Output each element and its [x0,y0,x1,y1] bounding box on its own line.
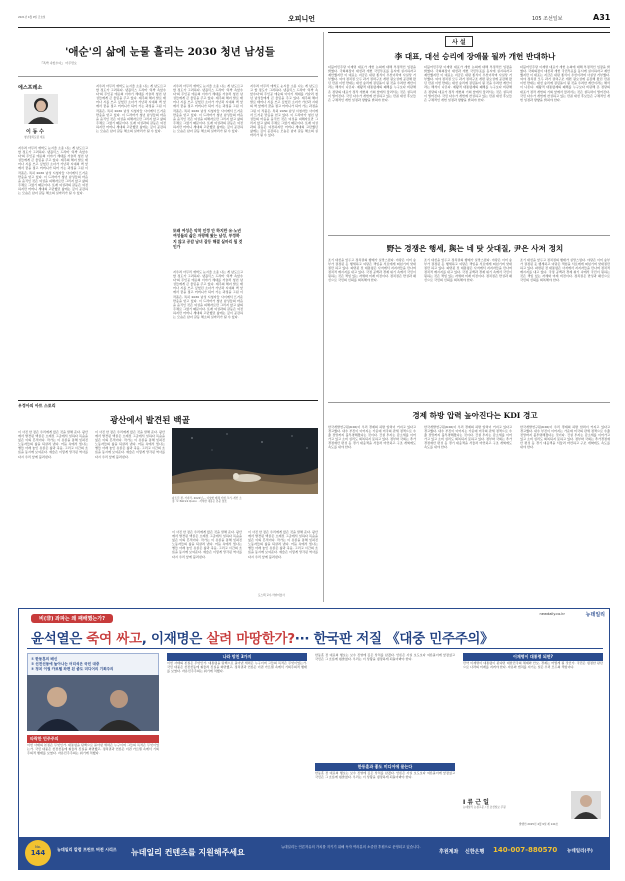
ad-right-title: 이재명이 대통령 되면? [463,653,603,661]
ad-toc [27,653,159,676]
editorial-3-rule [328,402,610,403]
art-headline: 광산에서 발견된 백골 [110,416,190,426]
art-caption: 파트릭 퀸, 가자라, 2022년~, 다양한 매체 가변 크기, 개인 소장. © Patrick Quinn · 자세한 내용은 본문 참조 [172,497,242,504]
ad-body-right: 만약 이재명이 대통령이 된다면 대한민국의 체제와 안보, 경제는 어떻게 될 것인가. 국민은 냉정한 판단으로 나라의 미래를 지켜야 한다. 자유와 법치를 지키는 일은 우리 모두의 책임이다. [463,661,603,670]
editorial-3-col1: 한국개발연구원(KDI)이 우리 경제의 하방 압력이 커지고 있다고 경고했다. 내수 부진이 이어지는 가운데 미국의 관세 정책으로 수출 전망까지 불투명해졌다는 것이다. 건설 투자는 감소세를 이어가고 있고 소비 심리도 회복되지 못하고 있다. 정부와 국회는 추가경정예산 편성 등 경기 대응책을 서둘러 마련하고 구조 개혁에도 속도를 내야 한다. [328,425,416,450]
art-credit: 포스텍 교수·서양미술사 [258,594,285,597]
header-paper: 105 조선일보 [532,16,563,22]
left-rule [18,76,318,77]
ad-author-photo [571,791,601,819]
editorial-2-col3: 조기 대선을 앞두고 정치권의 행태가 실망스럽다. 야당은 이미 승부가 결정된 듯 행세하고 여당은 책임을 서로에게 떠넘기며 삿대질만 하고 있다. 파면된 전 대통령은 사저에서 지지자들을 만나며 정치적 메시지를 내고 있다. 국정 공백과 경제 위기 속에서 국민이 원하는 것은 책임 있는 자세와 미래 비전이다. 정치권은 반성과 쇄신으로 국민의 신뢰를 회복해야 한다. [520,258,610,283]
ad-site: newdaily.co.kr [539,612,565,616]
ad-body-left: 이번 사태의 본질은 무엇인가. 대통령을 탄핵으로 몰아낸 세력은 누구이며 그들의 목적은 무엇이었는가. 국민 대중은 선전선동에 휘둘려 진실을 외면했고, 정치권과 언론은 이권 카르텔 속에서 기회주의적 행태를 보였다. 자유민주주의는 위기에 처했다. [27,743,159,756]
ad-footer-donate: 후원계좌 [439,849,459,855]
ad-toc-item: ② 선전선동에 놀아나는 어리석은 국민 대중 [31,662,100,666]
ad-middle-title: 나라 망친 3가지 [167,653,307,661]
ad-headline-part3: , 이재명은 [141,631,207,647]
art-body-col4: 이 사진 한 장은 우리에게 많은 것을 말해 준다. 광산에서 발견된 백골은 오래전 그곳에서 일하다 목숨을 잃은 이의 흔적이다. 작가는 이 유골을 통해 잊혀진 노동자들의 삶을 되살려 낸다. 어둠 속에서 빛나는 별들 아래 놓인 유골은 삶과 죽음, 그리고 시간의 흐름을 동시에 보여준다. 예술은 이렇게 망각된 역사를 다시 우리 앞에 불러낸다. [248,530,318,559]
ad-headline-part1: 윤석열은 [31,631,87,647]
ad-footer-note: 뉴데일리는 언론자유의 가치를 지키기 위해 독자 여러분의 소중한 후원으로 운영되고 있습니다. [281,845,421,849]
ad-headline-part5: ··· 한국판 저질 《대중 민주주의》 [294,631,494,647]
ad-toc-item: ③ 정치 이권 카르텔 좌편 된 좋도 미디어의 기회주의 [31,667,114,671]
editorial-1-col3: 더불어민주당 이재명 대표가 개헌 논의에 대해 부정적인 입장을 밝혔다. 국회의장이 대선과 개헌 국민투표를 동시에 실시하자고 제안했지만 이 대표는 지금은 내란 종식이 우선이라며 사실상 거부했다. 여야 정치권 모두 과거 권력구조 개편 필요성에 공감해 왔던 만큼 이번 반대는 대선 승리에 걸림돌이 될 것을 우려한 계산이라는 해석이 나온다. 제왕적 대통령제의 폐해를 누구보다 비판해 온 정당의 대표가 정작 개헌의 기회 앞에서 물러서는 것은 설득력이 떨어진다. 국민 다수가 개헌에 찬성하고 있는 만큼 대선 후보들은 구체적인 개헌 일정과 방향을 밝혀야 한다. [520,65,610,102]
author-name: 이 동 수 [26,129,44,135]
art-image [172,428,318,494]
header-section: 오피니언 [288,15,316,23]
ad-tagline: 비(非) 좌파는 왜 패배했는가? [31,614,113,623]
editorial-label: 사 설 [445,36,473,47]
editorial-1-col1: 더불어민주당 이재명 대표가 개헌 논의에 대해 부정적인 입장을 밝혔다. 국회의장이 대선과 개헌 국민투표를 동시에 실시하자고 제안했지만 이 대표는 지금은 내란 종식이 우선이라며 사실상 거부했다. 여야 정치권 모두 과거 권력구조 개편 필요성에 공감해 왔던 만큼 이번 반대는 대선 승리에 걸림돌이 될 것을 우려한 계산이라는 해석이 나온다. 제왕적 대통령제의 폐해를 누구보다 비판해 온 정당의 대표가 정작 개헌의 기회 앞에서 물러서는 것은 설득력이 떨어진다. 국민 다수가 개헌에 찬성하고 있는 만큼 대선 후보들은 구체적인 개헌 일정과 방향을 밝혀야 한다. [328,65,416,102]
pullquote: 또래 여성은 악착 인정 안 하지만 유·노년 여성들의 삶은 자랑해 왔는 남성, 부정하지 않고 공감 남녀 갈등 해결 실마리 될 것인가 [173,228,243,249]
ad-issue-date: 발행인:2025년 4월 9일 제 144호 [519,823,559,826]
header-rule [18,27,610,28]
ad-brand: 뉴데일리 [585,612,605,618]
page-header [18,12,610,26]
ad-issue-no: 144 [30,849,46,857]
editorial-2-headline: 野는 경쟁은 행세, 與는 네 탓 삿대질, 尹은 사저 정치 [386,244,564,253]
ad-left-section: 타락한 민주주의 [27,735,159,743]
ad-headline-part4: 살려 마땅한가? [206,631,295,647]
ad-footer-bank: 신한은행 [465,849,485,855]
editorial-3-headline: 경제 하방 압력 높아진다는 KDI 경고 [412,411,538,420]
editorial-1-headline: 李 대표, 대선 승리에 장애물 될까 개헌 반대하나 [394,52,556,61]
author-photo [24,94,58,124]
art-body-col1: 이 사진 한 장은 우리에게 많은 것을 말해 준다. 광산에서 발견된 백골은 오래전 그곳에서 일하다 목숨을 잃은 이의 흔적이다. 작가는 이 유골을 통해 잊혀진 노동자들의 삶을 되살려 낸다. 어둠 속에서 빛나는 별들 아래 놓인 유골은 삶과 죽음, 그리고 시간의 흐름을 동시에 보여준다. 예술은 이렇게 망각된 역사를 다시 우리 앞에 불러낸다. [18,430,88,459]
left-subhead: 『폭싹 속았수다』 아주먼요 [40,61,77,65]
left-body-col2: 지우려 아무리 애써도 눈시울 소용 나는 게 남도르고 할 정도가 그러하다. 넷플릭스 드라마 '폭싹 속았수다'의 주인공 애순의 이야기 세대를 거슬러 청년 남성들에게 큰 울림을 주고 있다. 제주의 해녀 딸로 태어나 시를 쓰고 싶었던 소녀가 가난과 시대의 벽 앞에서 꿈을 접고 어머니가 되어 가는 과정을 그린 이 작품은, 특히 2030 남성 시청자들 사이에서 뜨거운 반응을 얻고 있다. 이 드라마가 청년 남성들의 마음을 움직인 것은 여성을 피해자로만 그리지 않고 삶의 주체로 그렸기 때문이다. 또래 여성과의 갈등은 여전하지만 어머니 세대의 고단했던 삶에는 깊이 공감하는 모습은 남녀 갈등 해소의 실마리가 될 수 있다. [96,84,166,134]
ad-footer-holder: 뉴데일리(주) [567,849,593,854]
ad-footer-banner: 뉴데일리 컨텐츠를 지원해주세요 [131,848,245,857]
editorial-1-col2: 더불어민주당 이재명 대표가 개헌 논의에 대해 부정적인 입장을 밝혔다. 국회의장이 대선과 개헌 국민투표를 동시에 실시하자고 제안했지만 이 대표는 지금은 내란 종식이 우선이라며 사실상 거부했다. 여야 정치권 모두 과거 권력구조 개편 필요성에 공감해 왔던 만큼 이번 반대는 대선 승리에 걸림돌이 될 것을 우려한 계산이라는 해석이 나온다. 제왕적 대통령제의 폐해를 누구보다 비판해 온 정당의 대표가 정작 개헌의 기회 앞에서 물러서는 것은 설득력이 떨어진다. 국민 다수가 개헌에 찬성하고 있는 만큼 대선 후보들은 구체적인 개헌 일정과 방향을 밝혀야 한다. [424,65,512,102]
ad-issue-no-label: No. [35,845,41,849]
ad-toc-item: ① 한동훈의 배신 [31,657,58,661]
ad-body-middle2: 한동훈 전 대표의 행보는 보수 진영에 깊은 상처를 남겼다. 언론은 사실 보도보다 여론몰이에 앞장섰고 국민은 그 흐름에 휩쓸렸다. 우리는 이 상황을 냉정하게 되돌아봐야 한다. [315,653,455,662]
art-body-col2: 이 사진 한 장은 우리에게 많은 것을 말해 준다. 광산에서 발견된 백골은 오래전 그곳에서 일하다 목숨을 잃은 이의 흔적이다. 작가는 이 유골을 통해 잊혀진 노동자들의 삶을 되살려 낸다. 어둠 속에서 빛나는 별들 아래 놓인 유골은 삶과 죽음, 그리고 시간의 흐름을 동시에 보여준다. 예술은 이렇게 망각된 역사를 다시 우리 앞에 불러낸다. [95,430,165,459]
ad-middle-sub: 한동훈과 좋도 미디어에 묻는다 [315,763,455,771]
ad-issue-badge [25,840,51,866]
column-name: 에스프레소 [18,85,43,91]
ad-headline-rule [27,648,603,649]
art-rule [18,400,318,401]
ad-body-middle1: 이번 사태의 본질은 무엇인가. 대통령을 탄핵으로 몰아낸 세력은 누구이며 그들의 목적은 무엇이었는가. 국민 대중은 선전선동에 휘둘려 진실을 외면했고, 정치권과 언론은 이권 카르텔 속에서 기회주의적 행태를 보였다. 자유민주주의는 위기에 처했다. [167,661,307,674]
ad-footer [19,837,610,870]
ad-footer-series: 뉴데일리 칼럼 프린트 버전 시리즈 [57,847,117,852]
corner-label: 우정아의 아트 스토리 [18,403,56,408]
ad-photo [27,675,159,731]
editorial-3-col2: 한국개발연구원(KDI)이 우리 경제의 하방 압력이 커지고 있다고 경고했다. 내수 부진이 이어지는 가운데 미국의 관세 정책으로 수출 전망까지 불투명해졌다는 것이다. 건설 투자는 감소세를 이어가고 있고 소비 심리도 회복되지 못하고 있다. 정부와 국회는 추가경정예산 편성 등 경기 대응책을 서둘러 마련하고 구조 개혁에도 속도를 내야 한다. [424,425,512,450]
editorial-3-col3: 한국개발연구원(KDI)이 우리 경제의 하방 압력이 커지고 있다고 경고했다. 내수 부진이 이어지는 가운데 미국의 관세 정책으로 수출 전망까지 불투명해졌다는 것이다. 건설 투자는 감소세를 이어가고 있고 소비 심리도 회복되지 못하고 있다. 정부와 국회는 추가경정예산 편성 등 경기 대응책을 서둘러 마련하고 구조 개혁에도 속도를 내야 한다. [520,425,610,450]
editorial-2-rule [328,235,610,236]
header-date: 2021년 4월 9일 금요일 [18,16,46,19]
ad-headline [31,627,493,647]
left-body-col1: 지우려 아무리 애써도 눈시울 소용 나는 게 남도르고 할 정도가 그러하다. 넷플릭스 드라마 '폭싹 속았수다'의 주인공 애순의 이야기 세대를 거슬러 청년 남성들에게 큰 울림을 주고 있다. 제주의 해녀 딸로 태어나 시를 쓰고 싶었던 소녀가 가난과 시대의 벽 앞에서 꿈을 접고 어머니가 되어 가는 과정을 그린 이 작품은, 특히 2030 남성 시청자들 사이에서 뜨거운 반응을 얻고 있다. 이 드라마가 청년 남성들의 마음을 움직인 것은 여성을 피해자로만 그리지 않고 삶의 주체로 그렸기 때문이다. 또래 여성과의 갈등은 여전하지만 어머니 세대의 고단했던 삶에는 깊이 공감하는 모습은 남녀 갈등 해소의 실마리가 될 수 있다. [18,146,88,196]
editorial-2-col2: 조기 대선을 앞두고 정치권의 행태가 실망스럽다. 야당은 이미 승부가 결정된 듯 행세하고 여당은 책임을 서로에게 떠넘기며 삿대질만 하고 있다. 파면된 전 대통령은 사저에서 지지자들을 만나며 정치적 메시지를 내고 있다. 국정 공백과 경제 위기 속에서 국민이 원하는 것은 책임 있는 자세와 미래 비전이다. 정치권은 반성과 쇄신으로 국민의 신뢰를 회복해야 한다. [424,258,512,283]
ad-body-middle3: 한동훈 전 대표의 행보는 보수 진영에 깊은 상처를 남겼다. 언론은 사실 보도보다 여론몰이에 앞장섰고 국민은 그 흐름에 휩쓸렸다. 우리는 이 상황을 냉정하게 되돌아봐야 한다. [315,771,455,780]
art-body-col3: 이 사진 한 장은 우리에게 많은 것을 말해 준다. 광산에서 발견된 백골은 오래전 그곳에서 일하다 목숨을 잃은 이의 흔적이다. 작가는 이 유골을 통해 잊혀진 노동자들의 삶을 되살려 낸다. 어둠 속에서 빛나는 별들 아래 놓인 유골은 삶과 죽음, 그리고 시간의 흐름을 동시에 보여준다. 예술은 이렇게 망각된 역사를 다시 우리 앞에 불러낸다. [172,530,242,559]
editorial-2-col1: 조기 대선을 앞두고 정치권의 행태가 실망스럽다. 야당은 이미 승부가 결정된 듯 행세하고 여당은 책임을 서로에게 떠넘기며 삿대질만 하고 있다. 파면된 전 대통령은 사저에서 지지자들을 만나며 정치적 메시지를 내고 있다. 국정 공백과 경제 위기 속에서 국민이 원하는 것은 책임 있는 자세와 미래 비전이다. 정치권은 반성과 쇄신으로 국민의 신뢰를 회복해야 한다. [328,258,416,283]
ad-section [18,608,610,870]
editorial-top-rule [328,32,610,33]
left-body-col3b: 지우려 아무리 애써도 눈시울 소용 나는 게 남도르고 할 정도가 그러하다. 넷플릭스 드라마 '폭싹 속았수다'의 주인공 애순의 이야기 세대를 거슬러 청년 남성들에게 큰 울림을 주고 있다. 제주의 해녀 딸로 태어나 시를 쓰고 싶었던 소녀가 가난과 시대의 벽 앞에서 꿈을 접고 어머니가 되어 가는 과정을 그린 이 작품은, 특히 2030 남성 시청자들 사이에서 뜨거운 반응을 얻고 있다. 이 드라마가 청년 남성들의 마음을 움직인 것은 여성을 피해자로만 그리지 않고 삶의 주체로 그렸기 때문이다. 또래 여성과의 갈등은 여전하지만 어머니 세대의 고단했던 삶에는 깊이 공감하는 모습은 남녀 갈등 해소의 실마리가 될 수 있다. [173,270,243,320]
ad-footer-account: 140-007-880570 [493,846,558,854]
author-title: 청년정치포럼 대표 [24,136,45,139]
left-article [18,32,318,396]
column-divider [323,32,324,602]
ad-author-role: 뉴데일리 논설고문 / 전 조선일보 주필 [463,806,506,809]
ad-author-sig: Ⅰ 류 근 일 [463,799,489,806]
header-page: A31 [593,13,611,22]
ad-headline-part2: 죽여 싸고 [86,631,142,647]
left-body-col4: 지우려 아무리 애써도 눈시울 소용 나는 게 남도르고 할 정도가 그러하다. 넷플릭스 드라마 '폭싹 속았수다'의 주인공 애순의 이야기 세대를 거슬러 청년 남성들에게 큰 울림을 주고 있다. 제주의 해녀 딸로 태어나 시를 쓰고 싶었던 소녀가 가난과 시대의 벽 앞에서 꿈을 접고 어머니가 되어 가는 과정을 그린 이 작품은, 특히 2030 남성 시청자들 사이에서 뜨거운 반응을 얻고 있다. 이 드라마가 청년 남성들의 마음을 움직인 것은 여성을 피해자로만 그리지 않고 삶의 주체로 그렸기 때문이다. 또래 여성과의 갈등은 여전하지만 어머니 세대의 고단했던 삶에는 깊이 공감하는 모습은 남녀 갈등 해소의 실마리가 될 수 있다. [250,84,318,138]
left-headline: '애순'의 삶에 눈물 흘리는 2030 청년 남성들 [65,46,275,58]
left-body-col3: 지우려 아무리 애써도 눈시울 소용 나는 게 남도르고 할 정도가 그러하다. 넷플릭스 드라마 '폭싹 속았수다'의 주인공 애순의 이야기 세대를 거슬러 청년 남성들에게 큰 울림을 주고 있다. 제주의 해녀 딸로 태어나 시를 쓰고 싶었던 소녀가 가난과 시대의 벽 앞에서 꿈을 접고 어머니가 되어 가는 과정을 그린 이 작품은, 특히 2030 남성 시청자들 사이에서 뜨거운 반응을 얻고 있다. 이 드라마가 청년 남성들의 마음을 움직인 것은 여성을 피해자로만 그리지 않고 삶의 주체로 그렸기 때문이다. 또래 여성과의 갈등은 여전하지만 어머니 세대의 고단했던 삶에는 깊이 공감하는 모습은 남녀 갈등 해소의 실마리가 될 수 있다. [173,84,243,134]
